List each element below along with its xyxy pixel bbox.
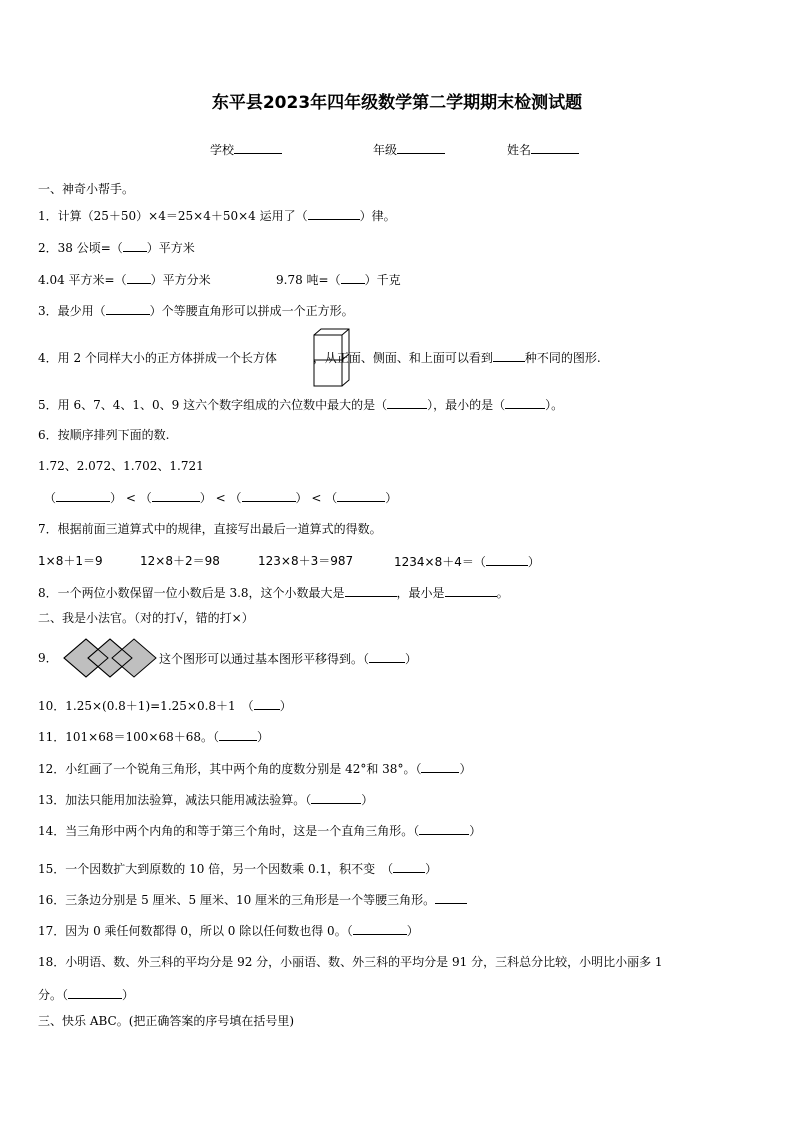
answer-blank[interactable] <box>308 206 360 220</box>
question-12: 12．小红画了一个锐角三角形，其中两个角的度数分别是 42°和 38°。（ ） <box>38 759 471 778</box>
school-blank[interactable] <box>234 140 282 154</box>
answer-blank[interactable] <box>68 985 122 999</box>
question-6: 6．按顺序排列下面的数. <box>38 428 170 442</box>
question-7: 7．根据前面三道算式中的规律，直接写出最后一道算式的得数。 <box>38 522 382 536</box>
answer-blank[interactable] <box>493 348 525 362</box>
answer-blank[interactable] <box>127 270 151 284</box>
section-3-heading: 三、快乐 ABC。(把正确答案的序号填在括号里) <box>38 1014 295 1028</box>
answer-blank[interactable] <box>152 488 200 502</box>
answer-blank[interactable] <box>337 488 385 502</box>
answer-blank[interactable] <box>353 921 407 935</box>
question-6-ordering: （ ） < （ ） < （ ） < （ ） <box>44 488 397 507</box>
name-field: 姓名 <box>507 140 579 159</box>
question-4: 4．用 2 个同样大小的正方体拼成一个长方体 ，从正面、侧面、和上面可以看到 种不同的图形. <box>38 348 601 367</box>
answer-blank[interactable] <box>387 395 427 409</box>
question-7-eq1: 1×8＋1＝9 <box>38 554 103 568</box>
rhombus-pattern-figure <box>62 637 160 679</box>
question-18: 18．小明语、数、外三科的平均分是 92 分，小丽语、数、外三科的平均分是 91 分，三科总分比较，小明比小丽多 1 <box>38 955 663 969</box>
question-11: 11．101×68＝100×68＋68。（ ） <box>38 727 269 746</box>
grade-field: 年级 <box>373 140 445 159</box>
answer-blank[interactable] <box>393 859 425 873</box>
question-5: 5．用 6、7、4、1、0、9 这六个数字组成的六位数中最大的是（ ），最小的是（ ）。 <box>38 395 563 414</box>
answer-blank[interactable] <box>341 270 365 284</box>
answer-blank[interactable] <box>505 395 545 409</box>
section-2-heading: 二、我是小法官。（对的打√，错的打×） <box>38 611 254 625</box>
answer-blank[interactable] <box>311 790 361 804</box>
answer-blank[interactable] <box>445 583 497 597</box>
answer-blank[interactable] <box>106 301 150 315</box>
question-6-numbers: 1.72、2.072、1.702、1.721 <box>38 459 204 473</box>
grade-blank[interactable] <box>397 140 445 154</box>
answer-blank[interactable] <box>435 890 467 904</box>
question-15: 15．一个因数扩大到原数的 10 倍，另一个因数乘 0.1，积不变 （ ） <box>38 859 437 878</box>
answer-blank[interactable] <box>219 727 257 741</box>
answer-blank[interactable] <box>369 649 405 663</box>
question-18-continued: 分。（ ） <box>38 985 134 1004</box>
section-1-heading: 一、神奇小帮手。 <box>38 182 135 196</box>
question-2: 2．38 公顷=（ ）平方米 <box>38 238 195 257</box>
answer-blank[interactable] <box>123 238 147 252</box>
question-14: 14．当三角形中两个内角的和等于第三个角时，这是一个直角三角形。（ ） <box>38 821 481 840</box>
answer-blank[interactable] <box>345 583 397 597</box>
question-10: 10．1.25×(0.8＋1)=1.25×0.8＋1 （ ） <box>38 696 292 715</box>
question-16: 16．三条边分别是 5 厘米、5 厘米、10 厘米的三角形是一个等腰三角形。 <box>38 890 467 909</box>
question-9-number: 9． <box>38 651 58 665</box>
question-7-eq4: 1234×8＋4＝（ ） <box>394 552 540 571</box>
cuboid-figure <box>313 328 351 388</box>
question-3: 3．最少用（ ）个等腰直角形可以拼成一个正方形。 <box>38 301 354 320</box>
answer-blank[interactable] <box>56 488 110 502</box>
question-9: 这个图形可以通过基本图形平移得到。（ ） <box>159 649 417 668</box>
question-2b: 4.04 平方米=（ ）平方分米 <box>38 270 211 289</box>
question-7-eq3: 123×8＋3＝987 <box>258 554 354 568</box>
question-1: 1．计算（25＋50）×4＝25×4＋50×4 运用了（ ）律。 <box>38 206 396 225</box>
answer-blank[interactable] <box>419 821 469 835</box>
name-blank[interactable] <box>531 140 579 154</box>
answer-blank[interactable] <box>242 488 296 502</box>
page-title: 东平县2023年四年级数学第二学期期末检测试题 <box>211 93 583 113</box>
answer-blank[interactable] <box>254 696 280 710</box>
answer-blank[interactable] <box>486 552 528 566</box>
question-17: 17．因为 0 乘任何数都得 0，所以 0 除以任何数也得 0。（ ） <box>38 921 419 940</box>
question-2c: 9.78 吨=（ ）千克 <box>276 270 401 289</box>
question-8: 8．一个两位小数保留一位小数后是 3.8，这个小数最大是 ，最小是 。 <box>38 583 509 602</box>
question-7-eq2: 12×8＋2＝98 <box>140 554 220 568</box>
answer-blank[interactable] <box>421 759 459 773</box>
school-field: 学校 <box>210 140 282 159</box>
question-13: 13．加法只能用加法验算，减法只能用减法验算。（ ） <box>38 790 373 809</box>
